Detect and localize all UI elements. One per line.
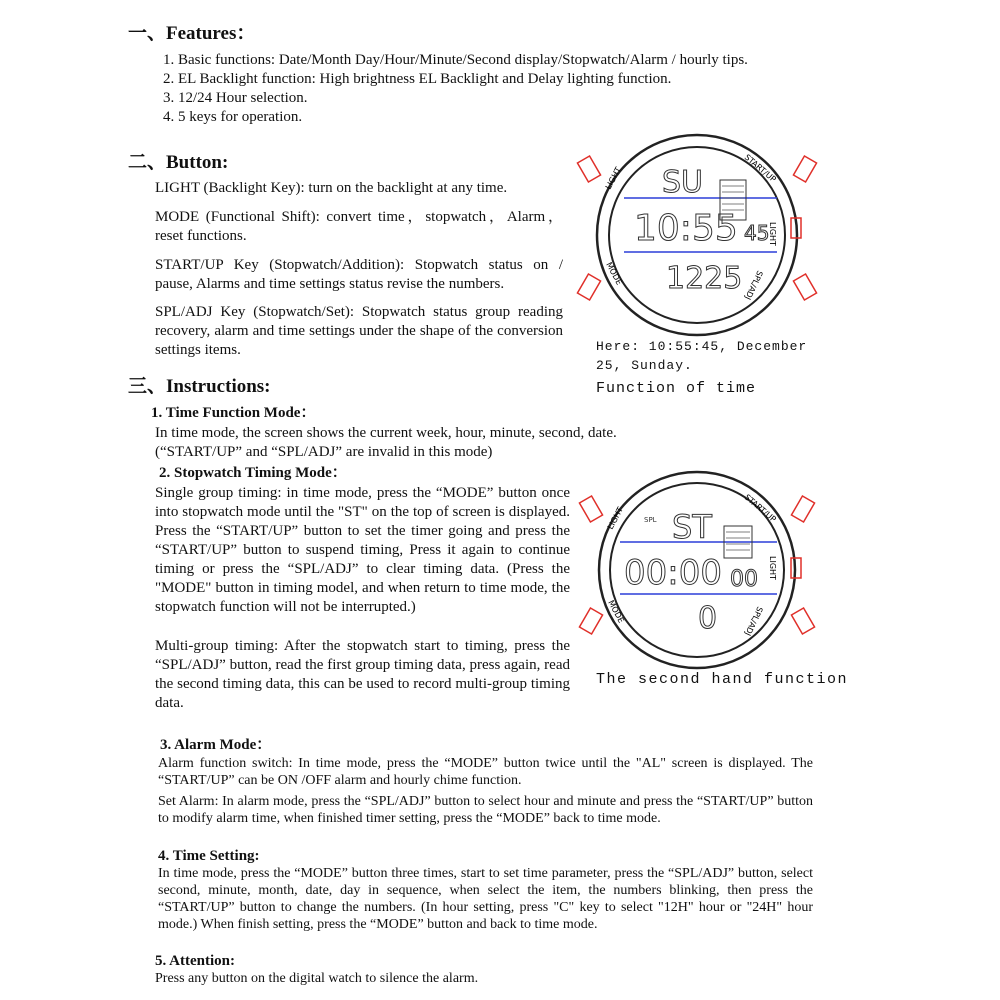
- watch-stopwatch-diagram: [572, 470, 822, 670]
- stopwatch-title: 2. Stopwatch Timing Mode：: [159, 465, 347, 481]
- start-up-key-desc: START/UP Key (Stopwatch/Addition): Stopwatch status on / pause, Alarms and time settings status revise the numbers.: [155, 257, 563, 292]
- time-mode-line1: In time mode, the screen shows the current week, hour, minute, second, date.: [155, 425, 617, 441]
- time-mode-title: 1. Time Function Mode：: [151, 405, 316, 421]
- watch-time-diagram: [572, 128, 822, 343]
- spl-adj-key-desc: SPL/ADJ Key (Stopwatch/Set): Stopwatch status group reading recovery, alarm and time settings under the shape of the conversion settings items.: [155, 304, 563, 358]
- start-button: [793, 156, 816, 182]
- start-button: [791, 496, 814, 522]
- watch-label-mode: MODE: [606, 598, 626, 625]
- stopwatch-single: Single group timing: in time mode, press the “MODE” button once into stopwatch mode until the "ST" on the top of screen is displayed. Press the “START/UP” button to set the timer going and press the “START/UP” button to suspend timing, Press it again to continue timing or press the “SPL/ADJ” to clear timing data. (Press the "MODE" button in timing model, and when return to time mode, the stopwatch function will not be interrupted.): [155, 485, 570, 615]
- alarm-p2: Set Alarm: In alarm mode, press the “SPL/ADJ” button to select hour and minute and press the “START/UP” button to modify alarm time, when finished timer setting, press the “MODE” back to time mode.: [158, 794, 813, 826]
- lcd-stopwatch-time: 00:00: [624, 553, 722, 593]
- light-button-left: [577, 156, 600, 182]
- watch1-caption-line2: 25, Sunday.: [596, 358, 693, 373]
- watch-label-light: LIGHT: [603, 165, 623, 191]
- watch-label-start: START/UP: [742, 492, 778, 524]
- features-item: 1. Basic functions: Date/Month Day/Hour/Minute/Second display/Stopwatch/Alarm / hourly tips.: [163, 52, 748, 68]
- lcd-lap: 0: [698, 601, 718, 636]
- lcd-hundredths: 00: [730, 567, 758, 592]
- lcd-seconds: 45: [744, 221, 770, 245]
- svg-text:SPL: SPL: [644, 516, 657, 524]
- time-setting-p1: In time mode, press the “MODE” button three times, start to set time parameter, press the “SPL/ADJ” button, select second, minute, month, date, day in sequence, when select the item, the numbers blinking, then press the “START/UP” button to change the numbers. (In hour setting, press "C" key to select "12H" hour or "24H" hour mode.) When finish setting, press the “MODE” button and back to time mode.: [158, 866, 813, 932]
- lcd-st: ST: [672, 508, 712, 546]
- watch2-caption: The second hand function: [596, 671, 849, 688]
- attention-p1: Press any button on the digital watch to silence the alarm.: [155, 971, 479, 986]
- watch-label-light-right: LIGHT: [768, 222, 777, 246]
- spl-adj-button: [793, 274, 816, 300]
- watch-label-mode: MODE: [604, 260, 624, 287]
- features-item: 4. 5 keys for operation.: [163, 109, 303, 125]
- button-heading: 二、Button:: [128, 152, 229, 173]
- mode-key-desc: MODE (Functional Shift): convert time，stopwatch，Alarm，reset functions.: [155, 209, 563, 244]
- watch-label-spl: SPL/ADJ: [743, 269, 765, 302]
- watch-label-light: LIGHT: [605, 505, 625, 531]
- alarm-title: 3. Alarm Mode：: [160, 737, 272, 753]
- light-button-left: [579, 496, 602, 522]
- instructions-heading: 三、Instructions:: [128, 376, 271, 397]
- lcd-day: SU: [662, 165, 704, 200]
- spl-adj-button: [791, 608, 814, 634]
- features-item: 3. 12/24 Hour selection.: [163, 90, 308, 106]
- attention-title: 5. Attention:: [155, 953, 235, 969]
- watch-label-start: START/UP: [742, 152, 778, 184]
- time-mode-line2: (“START/UP” and “SPL/ADJ” are invalid in this mode): [155, 444, 493, 460]
- watch-label-light-right: LIGHT: [768, 556, 777, 580]
- watch1-caption-line1: Here: 10:55:45, December: [596, 339, 808, 354]
- light-key-desc: LIGHT (Backlight Key): turn on the backlight at any time.: [155, 180, 508, 196]
- lcd-time: 10:55: [634, 208, 738, 249]
- alarm-p1: Alarm function switch: In time mode, press the “MODE” button twice until the "AL" screen is displayed. The “START/UP” can be ON /OFF alarm and hourly chime function.: [158, 756, 813, 788]
- mode-button: [579, 608, 602, 634]
- stopwatch-multi: Multi-group timing: After the stopwatch start to timing, press the “SPL/ADJ” button, read the first group timing data, press again, read the second timing data, this can be used to record multi-group timing data.: [155, 638, 570, 711]
- lcd-date: 1225: [666, 261, 743, 296]
- features-item: 2. EL Backlight function: High brightness EL Backlight and Delay lighting function.: [163, 71, 672, 87]
- features-heading: 一、Features：: [128, 23, 256, 44]
- mode-button: [577, 274, 600, 300]
- time-setting-title: 4. Time Setting:: [158, 848, 260, 864]
- watch1-caption-title: Function of time: [596, 380, 757, 397]
- watch-label-spl: SPL/ADJ: [743, 605, 765, 638]
